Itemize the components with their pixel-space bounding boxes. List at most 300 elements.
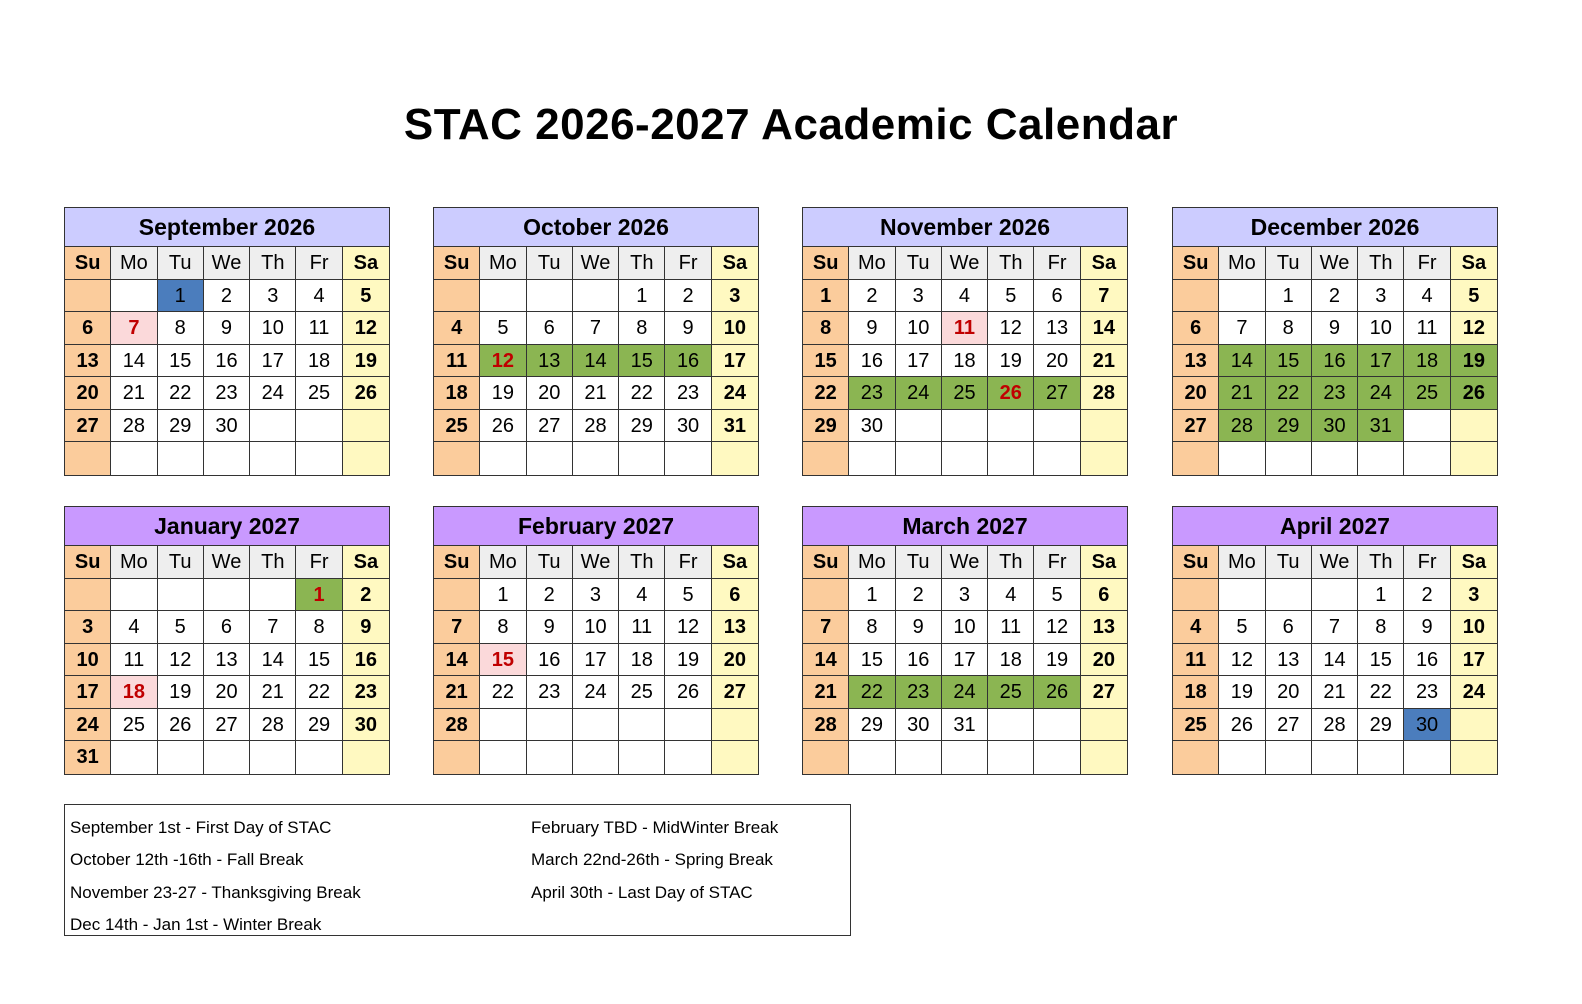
day-cell: 26 [158, 709, 204, 742]
day-cell: 20 [1173, 377, 1219, 410]
day-cell: 16 [665, 345, 711, 378]
month-calendar [64, 506, 390, 775]
day-cell: 16 [343, 644, 389, 677]
empty-cell [1219, 442, 1265, 475]
empty-cell [1173, 741, 1219, 774]
weekday-header: Fr [296, 546, 342, 579]
empty-cell [434, 280, 480, 313]
day-cell: 23 [343, 676, 389, 709]
day-cell: 6 [1081, 579, 1127, 612]
empty-cell [204, 442, 250, 475]
legend-item: April 30th - Last Day of STAC [531, 883, 753, 902]
empty-cell [665, 709, 711, 742]
day-cell: 17 [65, 676, 111, 709]
day-cell: 21 [111, 377, 157, 410]
day-cell: 20 [712, 644, 758, 677]
empty-cell [573, 442, 619, 475]
empty-cell [480, 741, 526, 774]
empty-cell [250, 741, 296, 774]
empty-cell [619, 741, 665, 774]
empty-cell [942, 741, 988, 774]
day-cell: 9 [343, 611, 389, 644]
day-cell: 1 [1358, 579, 1404, 612]
day-cell: 26 [343, 377, 389, 410]
day-cell: 20 [65, 377, 111, 410]
weekday-header: Th [619, 247, 665, 280]
weekday-header: We [942, 247, 988, 280]
weekday-header: Fr [1034, 546, 1080, 579]
day-cell: 19 [343, 345, 389, 378]
weekday-header: Mo [1219, 247, 1265, 280]
day-cell: 15 [158, 345, 204, 378]
day-cell: 11 [942, 312, 988, 345]
month-title: April 2027 [1173, 507, 1497, 546]
empty-cell [1219, 741, 1265, 774]
month-title: December 2026 [1173, 208, 1497, 247]
day-cell: 13 [1266, 644, 1312, 677]
day-cell: 10 [1358, 312, 1404, 345]
day-cell: 18 [1173, 676, 1219, 709]
day-cell: 6 [1034, 280, 1080, 313]
day-cell: 29 [158, 410, 204, 443]
day-cell: 15 [1358, 644, 1404, 677]
month-calendar [802, 506, 1128, 775]
empty-cell [1034, 442, 1080, 475]
day-cell: 2 [896, 579, 942, 612]
weekday-header: Sa [343, 546, 389, 579]
day-cell: 25 [988, 676, 1034, 709]
day-cell: 5 [988, 280, 1034, 313]
day-cell: 13 [527, 345, 573, 378]
day-cell: 14 [803, 644, 849, 677]
empty-cell [1173, 280, 1219, 313]
weekday-header: Fr [665, 247, 711, 280]
day-cell: 19 [988, 345, 1034, 378]
weekday-header: Th [250, 546, 296, 579]
day-cell: 10 [942, 611, 988, 644]
month-calendar [802, 207, 1128, 476]
weekday-header: Su [65, 546, 111, 579]
month-title: March 2027 [803, 507, 1127, 546]
day-cell: 12 [1451, 312, 1497, 345]
day-cell: 22 [1266, 377, 1312, 410]
empty-cell [1312, 741, 1358, 774]
empty-cell [1404, 442, 1450, 475]
day-cell: 22 [849, 676, 895, 709]
day-cell: 6 [527, 312, 573, 345]
empty-cell [1081, 410, 1127, 443]
empty-cell [1219, 280, 1265, 313]
day-cell: 2 [849, 280, 895, 313]
day-cell: 14 [573, 345, 619, 378]
day-cell: 18 [296, 345, 342, 378]
weekday-header: Sa [1451, 546, 1497, 579]
day-cell: 14 [250, 644, 296, 677]
empty-cell [65, 579, 111, 612]
day-cell: 14 [434, 644, 480, 677]
day-cell: 16 [896, 644, 942, 677]
day-cell: 30 [665, 410, 711, 443]
day-cell: 5 [1451, 280, 1497, 313]
day-cell: 20 [1034, 345, 1080, 378]
empty-cell [1404, 741, 1450, 774]
day-cell: 3 [65, 611, 111, 644]
weekday-header: We [573, 546, 619, 579]
day-cell: 17 [712, 345, 758, 378]
day-cell: 27 [65, 410, 111, 443]
empty-cell [988, 709, 1034, 742]
day-cell: 16 [849, 345, 895, 378]
day-cell: 3 [250, 280, 296, 313]
day-cell: 16 [204, 345, 250, 378]
month-title: September 2026 [65, 208, 389, 247]
day-cell: 4 [942, 280, 988, 313]
weekday-header: Mo [480, 247, 526, 280]
day-cell: 12 [1034, 611, 1080, 644]
day-cell: 13 [1173, 345, 1219, 378]
day-cell: 8 [803, 312, 849, 345]
day-cell: 30 [896, 709, 942, 742]
day-cell: 5 [343, 280, 389, 313]
empty-cell [619, 709, 665, 742]
day-cell: 23 [527, 676, 573, 709]
weekday-header: Fr [296, 247, 342, 280]
weekday-header: We [942, 546, 988, 579]
day-cell: 29 [619, 410, 665, 443]
day-cell: 4 [111, 611, 157, 644]
day-cell: 23 [665, 377, 711, 410]
day-cell: 25 [111, 709, 157, 742]
day-cell: 21 [434, 676, 480, 709]
day-cell: 12 [665, 611, 711, 644]
day-cell: 7 [1081, 280, 1127, 313]
day-cell: 24 [1358, 377, 1404, 410]
weekday-header: Mo [480, 546, 526, 579]
day-cell: 29 [296, 709, 342, 742]
day-cell: 15 [296, 644, 342, 677]
month-title: October 2026 [434, 208, 758, 247]
legend-item: October 12th -16th - Fall Break [70, 850, 304, 869]
day-cell: 26 [665, 676, 711, 709]
day-cell: 28 [1081, 377, 1127, 410]
day-cell: 22 [803, 377, 849, 410]
day-cell: 10 [712, 312, 758, 345]
day-cell: 23 [1404, 676, 1450, 709]
day-cell: 11 [988, 611, 1034, 644]
month-calendar [433, 506, 759, 775]
day-cell: 28 [250, 709, 296, 742]
day-cell: 7 [250, 611, 296, 644]
day-cell: 16 [527, 644, 573, 677]
empty-cell [1312, 442, 1358, 475]
day-cell: 8 [1266, 312, 1312, 345]
empty-cell [527, 442, 573, 475]
day-cell: 25 [434, 410, 480, 443]
day-cell: 28 [434, 709, 480, 742]
day-cell: 1 [158, 280, 204, 313]
weekday-header: Th [988, 546, 1034, 579]
day-cell: 24 [712, 377, 758, 410]
day-cell: 11 [1173, 644, 1219, 677]
month-title: January 2027 [65, 507, 389, 546]
empty-cell [527, 709, 573, 742]
day-cell: 24 [896, 377, 942, 410]
weekday-header: Mo [111, 247, 157, 280]
weekday-header: Su [803, 247, 849, 280]
empty-cell [665, 741, 711, 774]
day-cell: 9 [849, 312, 895, 345]
day-cell: 10 [896, 312, 942, 345]
weekday-header: Sa [1451, 247, 1497, 280]
weekday-header: Tu [158, 247, 204, 280]
day-cell: 3 [896, 280, 942, 313]
day-cell: 16 [1404, 644, 1450, 677]
day-cell: 5 [1219, 611, 1265, 644]
empty-cell [250, 442, 296, 475]
day-cell: 14 [111, 345, 157, 378]
day-cell: 17 [573, 644, 619, 677]
day-cell: 9 [665, 312, 711, 345]
empty-cell [1266, 741, 1312, 774]
month-calendar [1172, 506, 1498, 775]
empty-cell [296, 442, 342, 475]
legend-item: September 1st - First Day of STAC [70, 818, 332, 837]
day-cell: 8 [296, 611, 342, 644]
day-cell: 1 [849, 579, 895, 612]
empty-cell [1404, 410, 1450, 443]
day-cell: 3 [573, 579, 619, 612]
empty-cell [1173, 442, 1219, 475]
day-cell: 22 [158, 377, 204, 410]
day-cell: 12 [988, 312, 1034, 345]
day-cell: 9 [1404, 611, 1450, 644]
empty-cell [712, 442, 758, 475]
day-cell: 29 [1358, 709, 1404, 742]
weekday-header: Su [803, 546, 849, 579]
day-cell: 13 [1081, 611, 1127, 644]
empty-cell [1173, 579, 1219, 612]
empty-cell [1266, 442, 1312, 475]
day-cell: 7 [111, 312, 157, 345]
day-cell: 27 [1173, 410, 1219, 443]
weekday-header: Su [1173, 546, 1219, 579]
weekday-header: We [204, 247, 250, 280]
day-cell: 23 [849, 377, 895, 410]
day-cell: 14 [1219, 345, 1265, 378]
day-cell: 1 [480, 579, 526, 612]
empty-cell [1312, 579, 1358, 612]
empty-cell [1034, 709, 1080, 742]
day-cell: 1 [619, 280, 665, 313]
day-cell: 30 [1404, 709, 1450, 742]
month-title: November 2026 [803, 208, 1127, 247]
day-cell: 28 [1219, 410, 1265, 443]
empty-cell [803, 579, 849, 612]
day-cell: 3 [1358, 280, 1404, 313]
month-grid [803, 247, 1127, 475]
month-calendar [433, 207, 759, 476]
day-cell: 1 [296, 579, 342, 612]
day-cell: 26 [1451, 377, 1497, 410]
month-grid [1173, 546, 1497, 774]
empty-cell [480, 280, 526, 313]
empty-cell [1219, 579, 1265, 612]
day-cell: 24 [942, 676, 988, 709]
empty-cell [1081, 741, 1127, 774]
weekday-header: Tu [527, 247, 573, 280]
weekday-header: Tu [896, 247, 942, 280]
weekday-header: Fr [1404, 546, 1450, 579]
empty-cell [896, 741, 942, 774]
empty-cell [1081, 709, 1127, 742]
weekday-header: Tu [1266, 247, 1312, 280]
weekday-header: Su [434, 247, 480, 280]
day-cell: 23 [1312, 377, 1358, 410]
day-cell: 13 [712, 611, 758, 644]
weekday-header: Sa [712, 546, 758, 579]
day-cell: 3 [942, 579, 988, 612]
month-calendar [1172, 207, 1498, 476]
empty-cell [204, 579, 250, 612]
day-cell: 4 [619, 579, 665, 612]
day-cell: 12 [343, 312, 389, 345]
day-cell: 27 [1081, 676, 1127, 709]
day-cell: 17 [896, 345, 942, 378]
day-cell: 9 [204, 312, 250, 345]
weekday-header: Th [1358, 247, 1404, 280]
day-cell: 21 [1312, 676, 1358, 709]
day-cell: 12 [158, 644, 204, 677]
empty-cell [296, 410, 342, 443]
day-cell: 24 [250, 377, 296, 410]
day-cell: 20 [1266, 676, 1312, 709]
weekday-header: Fr [1404, 247, 1450, 280]
day-cell: 2 [527, 579, 573, 612]
empty-cell [849, 741, 895, 774]
empty-cell [434, 442, 480, 475]
weekday-header: Th [250, 247, 296, 280]
empty-cell [204, 741, 250, 774]
day-cell: 15 [480, 644, 526, 677]
day-cell: 31 [65, 741, 111, 774]
day-cell: 30 [849, 410, 895, 443]
day-cell: 22 [619, 377, 665, 410]
month-title: February 2027 [434, 507, 758, 546]
day-cell: 22 [1358, 676, 1404, 709]
empty-cell [158, 579, 204, 612]
month-grid [434, 247, 758, 475]
day-cell: 1 [803, 280, 849, 313]
day-cell: 9 [1312, 312, 1358, 345]
day-cell: 19 [1451, 345, 1497, 378]
day-cell: 25 [942, 377, 988, 410]
day-cell: 24 [573, 676, 619, 709]
day-cell: 5 [1034, 579, 1080, 612]
day-cell: 15 [1266, 345, 1312, 378]
empty-cell [803, 442, 849, 475]
day-cell: 20 [1081, 644, 1127, 677]
day-cell: 11 [296, 312, 342, 345]
day-cell: 8 [480, 611, 526, 644]
day-cell: 2 [343, 579, 389, 612]
weekday-header: Fr [1034, 247, 1080, 280]
empty-cell [1451, 709, 1497, 742]
day-cell: 30 [1312, 410, 1358, 443]
empty-cell [111, 442, 157, 475]
day-cell: 21 [573, 377, 619, 410]
empty-cell [434, 579, 480, 612]
day-cell: 7 [1219, 312, 1265, 345]
weekday-header: We [204, 546, 250, 579]
day-cell: 6 [204, 611, 250, 644]
empty-cell [1358, 442, 1404, 475]
weekday-header: Sa [1081, 247, 1127, 280]
empty-cell [1081, 442, 1127, 475]
day-cell: 18 [942, 345, 988, 378]
day-cell: 4 [988, 579, 1034, 612]
empty-cell [803, 741, 849, 774]
empty-cell [988, 741, 1034, 774]
day-cell: 1 [1266, 280, 1312, 313]
day-cell: 28 [803, 709, 849, 742]
day-cell: 18 [1404, 345, 1450, 378]
day-cell: 27 [712, 676, 758, 709]
day-cell: 26 [480, 410, 526, 443]
legend-item: November 23-27 - Thanksgiving Break [70, 883, 361, 902]
day-cell: 27 [527, 410, 573, 443]
day-cell: 16 [1312, 345, 1358, 378]
day-cell: 25 [619, 676, 665, 709]
day-cell: 19 [480, 377, 526, 410]
day-cell: 18 [111, 676, 157, 709]
empty-cell [942, 410, 988, 443]
day-cell: 31 [1358, 410, 1404, 443]
day-cell: 13 [65, 345, 111, 378]
day-cell: 15 [803, 345, 849, 378]
day-cell: 9 [896, 611, 942, 644]
day-cell: 24 [65, 709, 111, 742]
day-cell: 27 [204, 709, 250, 742]
weekday-header: Sa [712, 247, 758, 280]
day-cell: 4 [434, 312, 480, 345]
weekday-header: Su [1173, 247, 1219, 280]
weekday-header: Fr [665, 546, 711, 579]
day-cell: 11 [111, 644, 157, 677]
day-cell: 23 [896, 676, 942, 709]
day-cell: 21 [1219, 377, 1265, 410]
legend-item: February TBD - MidWinter Break [531, 818, 779, 837]
day-cell: 5 [665, 579, 711, 612]
empty-cell [343, 410, 389, 443]
weekday-header: Mo [1219, 546, 1265, 579]
day-cell: 5 [158, 611, 204, 644]
day-cell: 21 [250, 676, 296, 709]
empty-cell [343, 741, 389, 774]
day-cell: 30 [343, 709, 389, 742]
empty-cell [988, 410, 1034, 443]
day-cell: 4 [1404, 280, 1450, 313]
legend-box [64, 804, 851, 936]
empty-cell [849, 442, 895, 475]
weekday-header: Sa [1081, 546, 1127, 579]
day-cell: 27 [1266, 709, 1312, 742]
legend-item: March 22nd-26th - Spring Break [531, 850, 773, 869]
day-cell: 22 [480, 676, 526, 709]
empty-cell [343, 442, 389, 475]
weekday-header: Mo [849, 247, 895, 280]
day-cell: 30 [204, 410, 250, 443]
day-cell: 3 [712, 280, 758, 313]
